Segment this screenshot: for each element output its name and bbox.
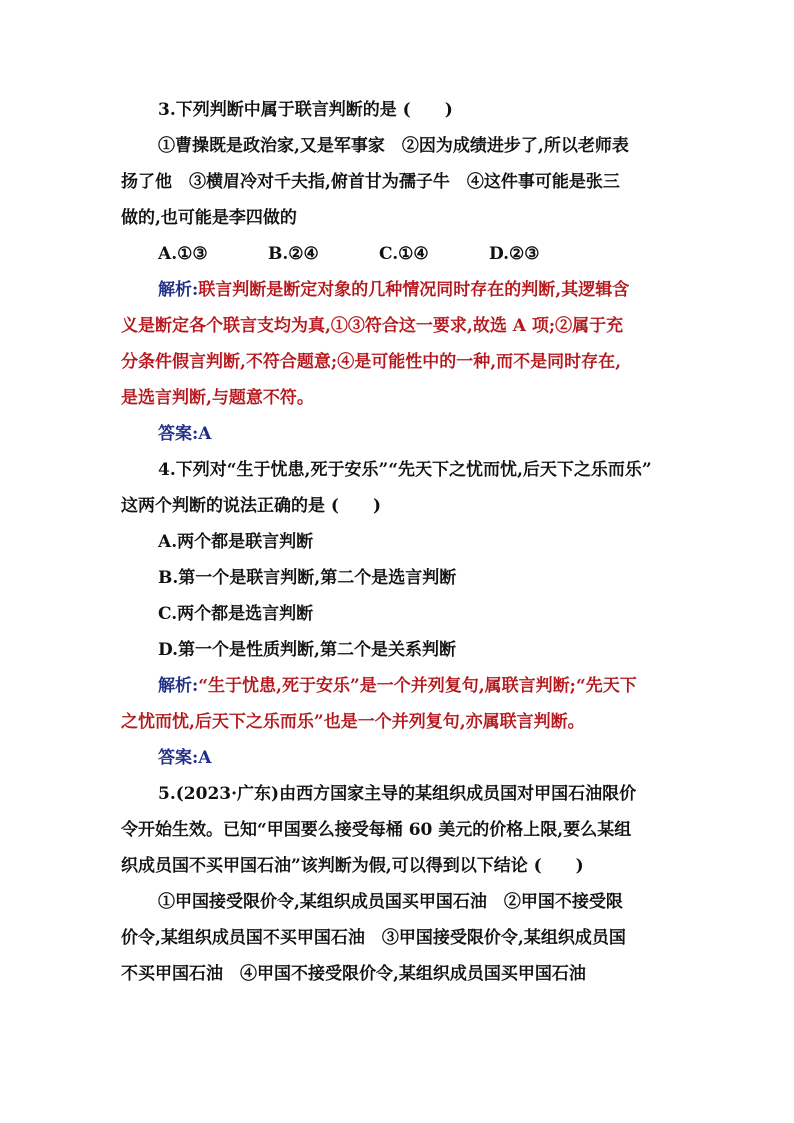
- q4-option-b: B.第一个是联言判断,第二个是选言判断: [158, 568, 457, 588]
- document-page: [121, 92, 677, 992]
- q3-option-b: B.②④: [268, 244, 319, 264]
- q5-stem-text-3: 织成员国不买甲国石油”该判断为假,可以得到以下结论: [121, 856, 528, 876]
- q4-stem-line-1: 4.下列对“生于忧患,死于安乐”“先天下之忧而忧,后天下之乐而乐”: [158, 460, 652, 480]
- q5-answer-paren: ( ): [533, 856, 584, 876]
- q5-body-line-1: ①甲国接受限价令,某组织成员国买甲国石油 ②甲国不接受限: [158, 892, 623, 912]
- q5-stem-line-1: 5.(2023·广东)由西方国家主导的某组织成员国对甲国石油限价: [158, 784, 637, 804]
- q3-analysis-line-3: 分条件假言判断,不符合题意;④是可能性中的一种,而不是同时存在,: [121, 352, 622, 372]
- q3-option-a: A.①③: [158, 244, 208, 264]
- q3-analysis-line-1: [121, 272, 677, 308]
- q3-option-c: C.①④: [379, 244, 429, 264]
- q4-analysis-text-1: “生于忧患,死于安乐”是一个并列复句,属联言判断;“先天下: [198, 676, 637, 696]
- q3-stem: 3.下列判断中属于联言判断的是: [158, 100, 397, 120]
- q3-stem-line: [121, 92, 677, 128]
- q3-options: [121, 236, 677, 272]
- q3-option-d: D.②③: [489, 244, 540, 264]
- q5-stem-line-2: 令开始生效。已知“甲国要么接受每桶 60 美元的价格上限,要么某组: [121, 820, 632, 840]
- q3-analysis-line-4: 是选言判断,与题意不符。: [121, 388, 314, 408]
- q3-body-line-1: ①曹操既是政治家,又是军事家 ②因为成绩进步了,所以老师表: [158, 136, 629, 156]
- q4-option-c: C.两个都是选言判断: [158, 604, 314, 624]
- q4-analysis-line-2: 之忧而忧,后天下之乐而乐”也是一个并列复句,亦属联言判断。: [121, 712, 585, 732]
- q4-answer-paren: ( ): [330, 496, 382, 516]
- q3-answer-paren: ( ): [402, 100, 453, 120]
- q4-stem-text-2: 这两个判断的说法正确的是: [121, 496, 325, 516]
- q3-analysis-line-2: 义是断定各个联言支均为真,①③符合这一要求,故选 A 项;②属于充: [121, 316, 624, 336]
- q3-answer: 答案:A: [158, 424, 212, 444]
- q5-stem-line-3: [121, 848, 677, 884]
- q4-option-d: D.第一个是性质判断,第二个是关系判断: [158, 640, 456, 660]
- q3-analysis-text-1: 联言判断是断定对象的几种情况同时存在的判断,其逻辑含: [198, 280, 630, 300]
- q4-option-a: A.两个都是联言判断: [158, 532, 314, 552]
- q3-body-line-2: 扬了他 ③横眉冷对千夫指,俯首甘为孺子牛 ④这件事可能是张三: [121, 172, 620, 192]
- q4-analysis-label: 解析:: [158, 676, 199, 696]
- q4-stem-line-2: [121, 488, 677, 524]
- q5-body-line-2: 价令,某组织成员国不买甲国石油 ③甲国接受限价令,某组织成员国: [121, 928, 626, 948]
- q3-body-line-3: 做的,也可能是李四做的: [121, 208, 297, 228]
- q3-analysis-label: 解析:: [158, 280, 199, 300]
- q4-answer: 答案:A: [158, 748, 212, 768]
- q5-body-line-3: 不买甲国石油 ④甲国不接受限价令,某组织成员国买甲国石油: [121, 964, 586, 984]
- q4-analysis-line-1: [121, 668, 677, 704]
